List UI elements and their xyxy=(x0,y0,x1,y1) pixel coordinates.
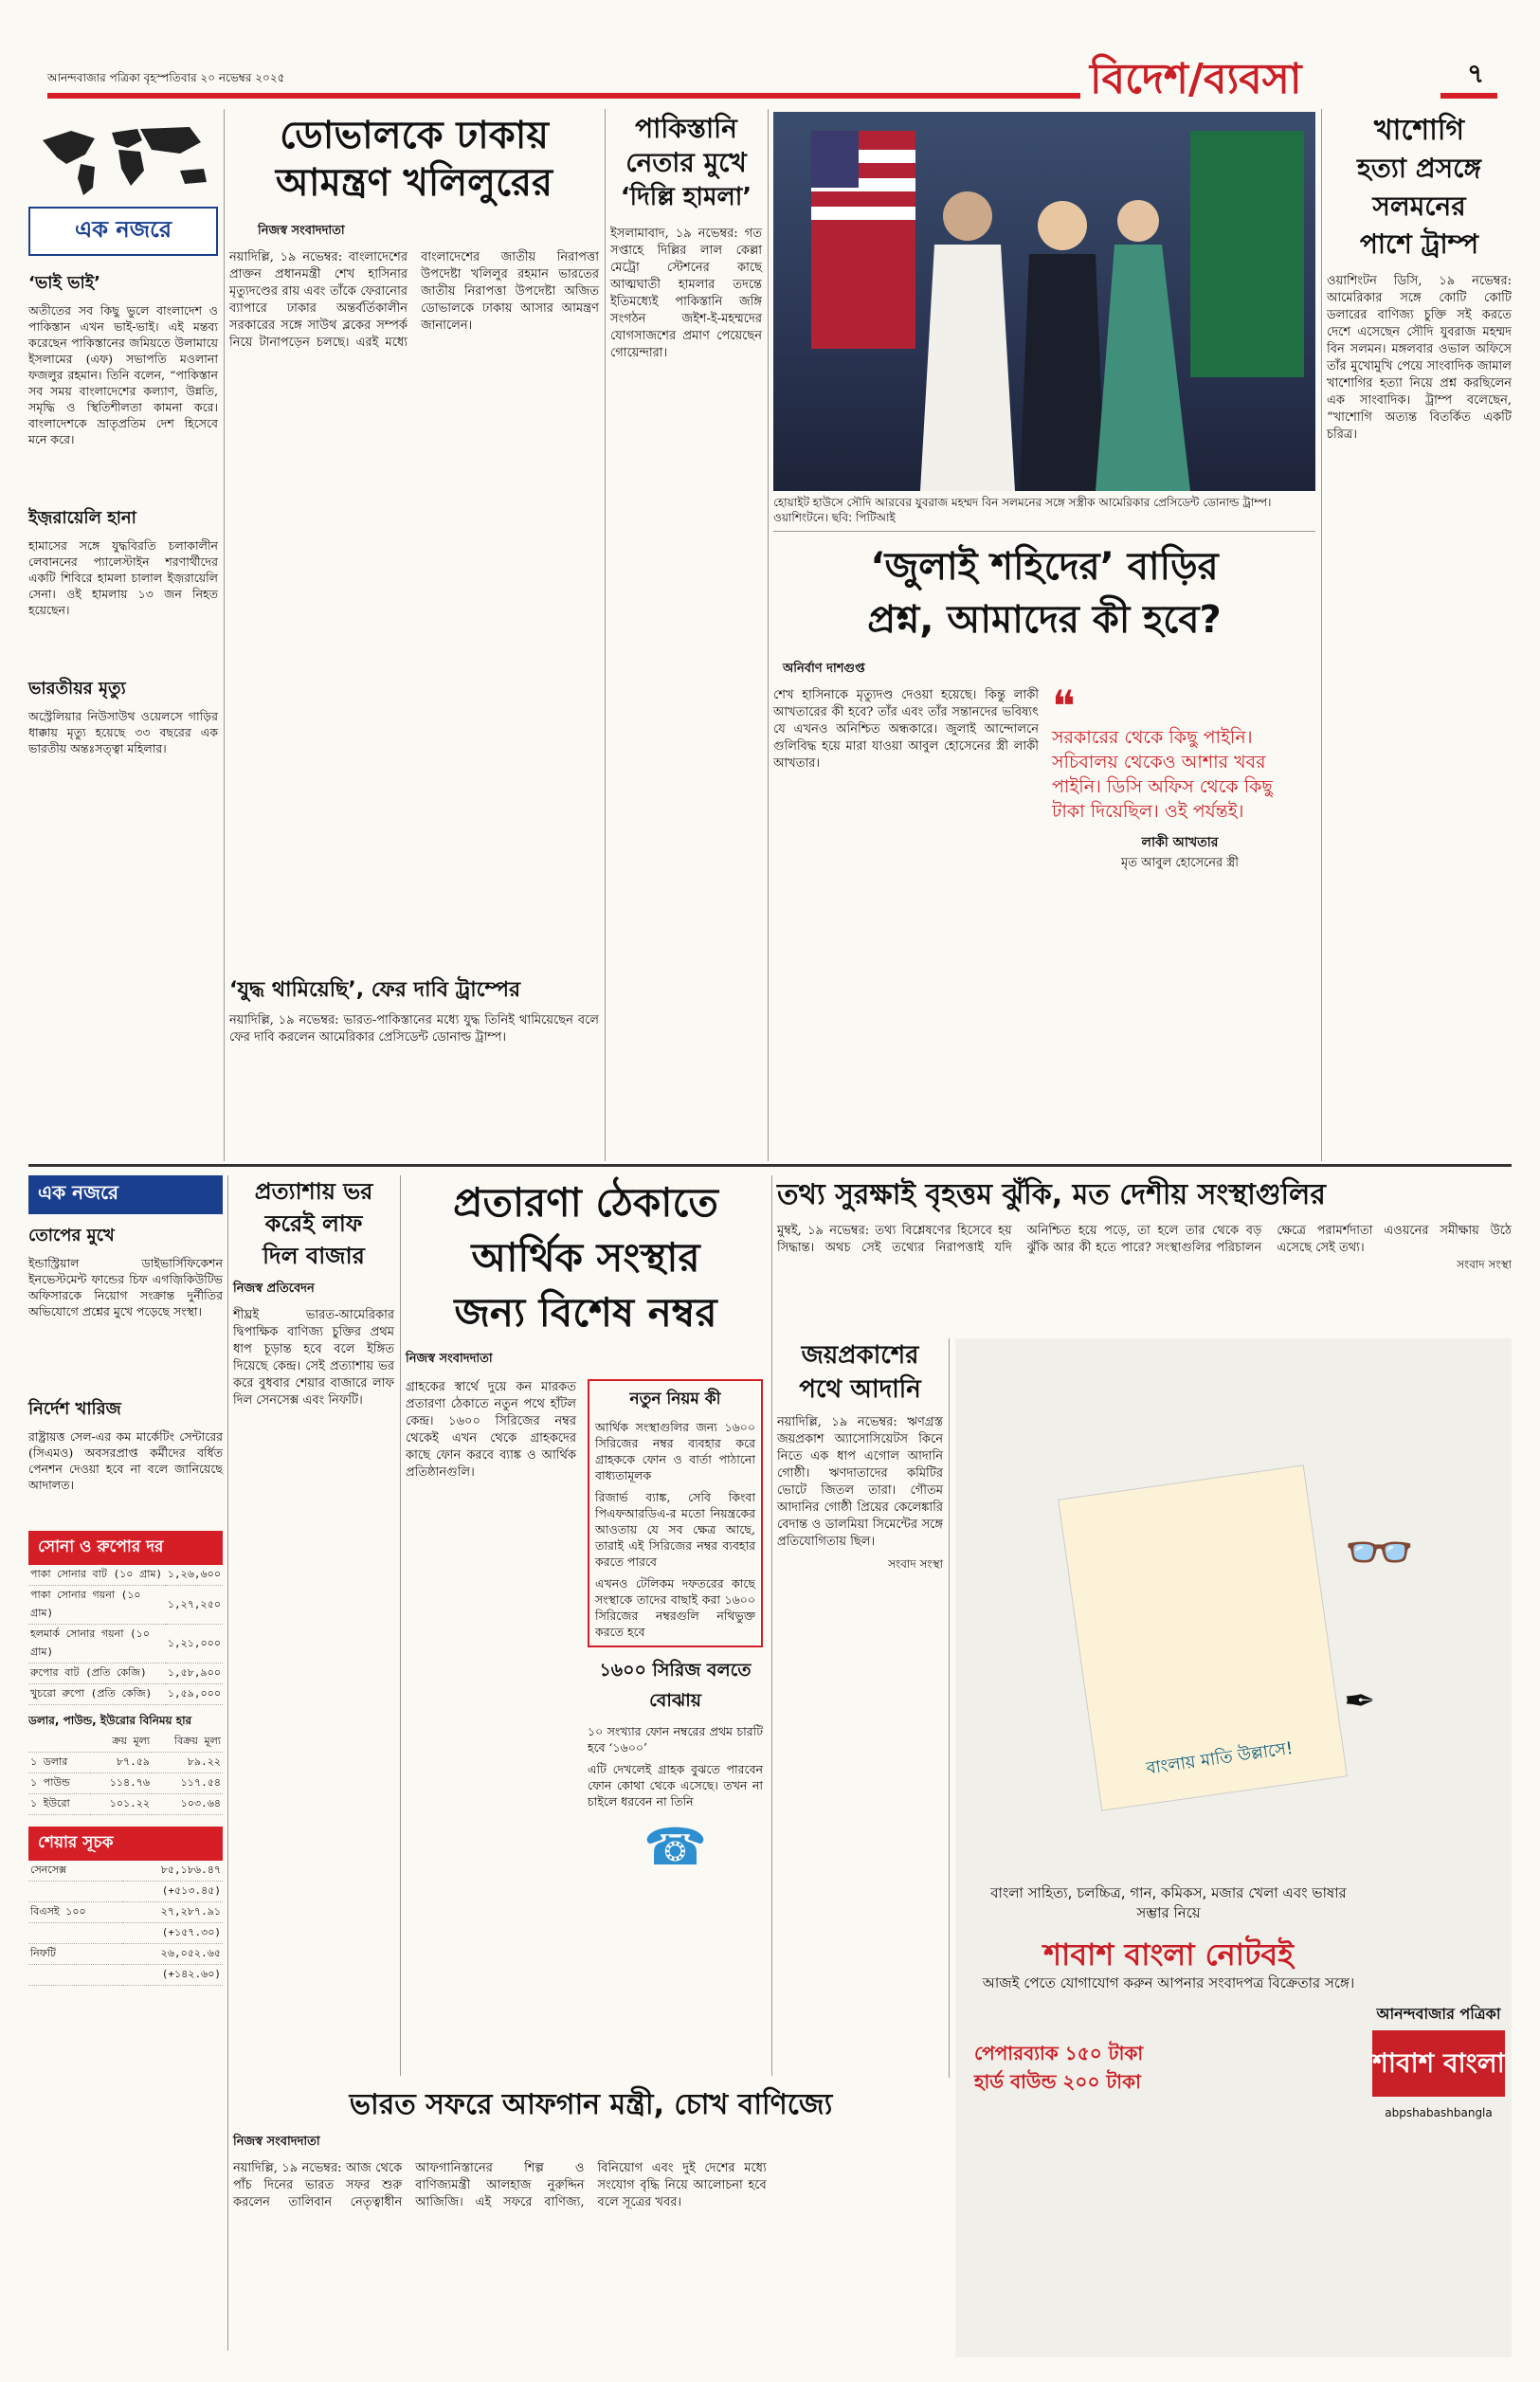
box-item: ১০ সংখ্যার ফোন নম্বরের প্রথম চারটি হবে ‘১৬০০’ xyxy=(588,1724,763,1755)
glasses-icon: 👓 xyxy=(1344,1519,1415,1586)
page-divider xyxy=(28,1164,1512,1167)
ad-price-2: হার্ড বাউন্ড ২০০ টাকা xyxy=(974,2070,1141,2093)
rules-box xyxy=(588,1379,763,1647)
side-item-head: ভারতীয়র মৃত্যু xyxy=(28,679,126,699)
article-trump-war xyxy=(229,976,599,1156)
headline: ‘জুলাই শহিদের’ বাড়ির xyxy=(870,545,1219,589)
credit: সংবাদ সংস্থা xyxy=(888,1557,943,1571)
world-map-icon xyxy=(28,112,218,202)
masthead-rule-right xyxy=(1440,93,1497,99)
side-item-head: তোপের মুখে xyxy=(28,1226,115,1246)
table-cell: ১ পাউন্ড xyxy=(28,1773,90,1794)
phone-icon: ☎ xyxy=(643,1817,708,1877)
share-title: শেয়ার সূচক xyxy=(28,1827,223,1861)
article-body: ওয়াশিংটন ডিসি, ১৯ নভেম্বর: আমেরিকার সঙ্গে কোটি কোটি ডলারের বাণিজ্য চুক্তি সই করতে দেশে এসেছেন সৌদি যুবরাজ মহম্মদ বিন সলমন। মঙ্গলবার ওভাল অফিসে তাঁর মুখোমুখি পেয়ে সাংবাদিক জামাল খাশোগির হত্যা নিয়ে প্রশ্ন করছিলেন এক সাংবাদিক। ট্রাম্প বলেছেন, “খাশোগি অত্যন্ত বিতর্কিত একটি চরিত্র। xyxy=(1327,274,1512,442)
column-rule xyxy=(224,109,225,1161)
side-item-head: ইজ়রায়েলি হানা xyxy=(28,508,136,528)
headline: আর্থিক সংস্থার xyxy=(471,1234,700,1281)
table-row xyxy=(28,1882,223,1902)
article-data xyxy=(777,1175,1512,1327)
article-body: নয়াদিল্লি, ১৯ নভেম্বর: বাংলাদেশের প্রাক্তন প্রধানমন্ত্রী শেখ হাসিনার মৃত্যুদণ্ডের রায় এবং তাঁকে ফেরানোর ব্যাপারে ঢাকার অন্তর্বর্তিকালীন সরকারের সঙ্গে সাউথ ব্লকের সম্পর্ক নিয়ে টানাপড়েন চলছে। এরই মধ্যে বাংলাদেশের জাতীয় নিরাপত্তা উপদেষ্টা খলিলুর রহমান ভারতের জাতীয় নিরাপত্তা উপদেষ্টা অজিত ডোভালকে ঢাকায় আসার আমন্ত্রণ জানালেন। xyxy=(229,250,599,350)
info-box xyxy=(588,1379,763,1877)
box-item: এটি দেখলেই গ্রাহক বুঝতে পারবেন ফোন কোথা থেকে এসেছে। তখন না চাইলে ধরবেন না তিনি xyxy=(588,1762,763,1809)
ek-nojore-label: এক নজরে xyxy=(28,207,218,256)
article-body: গ্রাহকের স্বার্থে দুয়ে কন মারকত প্রতারণা ঠেকাতে নতুন পথে হাঁটল কেন্দ্র। ১৬০০ সিরিজের নম্বর থেকেই এখন থেকে গ্রাহকদের কাছে ফোন করবে ব্যাঙ্ক ও আর্থিক প্রতিষ্ঠানগুলি। xyxy=(406,1380,576,1480)
headline: দিল বাজার xyxy=(263,1243,365,1269)
table-cell: ৮৫,১৮৬.৪৭ xyxy=(122,1861,223,1882)
byline: নিজস্ব সংবাদদাতা xyxy=(233,2135,320,2149)
article-jp xyxy=(777,1338,943,2078)
ek-nojore-bottom xyxy=(28,1175,223,2351)
table-cell: ১,২৬,৬০০ xyxy=(166,1565,223,1586)
column-rule xyxy=(768,109,769,1161)
table-cell: (+৫১৩.৪৫) xyxy=(122,1882,223,1902)
table-row xyxy=(28,1565,223,1586)
table-cell: হলমার্ক সোনার গয়না (১০ গ্রাম) xyxy=(28,1625,166,1664)
masthead xyxy=(0,0,1540,103)
table-row xyxy=(28,1923,223,1944)
table-cell: ক্রয় মূল্য xyxy=(90,1732,152,1753)
headline: করেই লাফ xyxy=(264,1210,363,1237)
ek-nojore-top xyxy=(28,112,218,1164)
ad-social: abpshabashbangla xyxy=(1385,2106,1493,2119)
advertisement[interactable] xyxy=(955,1338,1512,2357)
table-row xyxy=(28,1773,223,1794)
ad-cta: আজই পেতে যোগাযোগ করুন আপনার সংবাদপত্র বিক্রেতার সঙ্গে। xyxy=(982,1974,1355,1991)
table-cell: খুচরো রুপো (প্রতি কেজি) xyxy=(28,1684,166,1705)
box2-title: ১৬০০ সিরিজ বলতে বোঝায় xyxy=(599,1660,752,1711)
article-market xyxy=(233,1175,394,2076)
article-body: নয়াদিল্লি, ১৯ নভেম্বর: ভারত-পাকিস্তানের মধ্যে যুদ্ধ তিনিই থামিয়েছেন বলে ফের দাবি করলেন আমেরিকার প্রেসিডেন্ট ডোনাল্ড ট্রাম্প। xyxy=(229,1013,599,1045)
table-cell: বিক্রয় মূল্য xyxy=(152,1732,223,1753)
article-body: শেখ হাসিনাকে মৃত্যুদণ্ড দেওয়া হয়েছে। কিন্তু লাকী আখতারের কী হবে? তাঁর এবং তাঁর সন্তানদের ভবিষ্যৎ যে এখনও অনিশ্চিত অন্ধকারে। জুলাই আন্দোলনে গুলিবিদ্ধ হয়ে মারা যাওয়া আবুল হোসেনের স্ত্রী লাকী আখতার। xyxy=(773,688,1039,771)
headline: সলমনের xyxy=(1372,191,1466,222)
quote-role: মৃত আবুল হোসেনের স্ত্রী xyxy=(1121,856,1239,870)
article-body: নয়াদিল্লি, ১৯ নভেম্বর: ঋণগ্রস্ত জয়প্রকাশ অ্যাসোসিয়েটস কিনে নিতে এক ধাপ এগোল আদানি গোষ্ঠী। ঋণদাতাদের কমিটির ভোটে জিতল তারা। গৌতম আদানির গোষ্ঠী প্রিয়ের কেলেঙ্কারি বেদান্ত ও ডালমিয়া সিমেন্টের সঙ্গে প্রতিযোগিতায় ছিল। xyxy=(777,1415,943,1549)
table-cell: বিএসই ১০০ xyxy=(28,1902,122,1923)
table-cell: ২৬,০৫২.৬৫ xyxy=(122,1944,223,1965)
ad-tagline: বাংলা সাহিত্য, চলচ্চিত্র, গান, কমিকস, মজার খেলা এবং ভাষার সম্ভার নিয়ে xyxy=(990,1884,1347,1921)
table-cell: ১০৩.৬৪ xyxy=(152,1794,223,1815)
box-item: এখনও টেলিকম দফতরের কাছে সংস্থাকে তাদের বাছাই করা ১৬০০ সিরিজের নম্বরগুলি নথিভুক্ত করতে হবে xyxy=(595,1576,755,1639)
headline: পাকিস্তানি xyxy=(635,113,737,144)
bullion-table xyxy=(28,1565,223,1705)
page-number: ৭ xyxy=(1467,58,1485,89)
headline: খাশোগি xyxy=(1373,114,1465,147)
headline: তথ্য সুরক্ষাই বৃহত্তম ঝুঁকি, মত দেশীয় সংস্থাগুলির xyxy=(777,1178,1326,1211)
masthead-rule xyxy=(47,93,1080,99)
table-cell: সেনসেক্স xyxy=(28,1861,122,1882)
column-rule xyxy=(400,1175,401,2076)
bullion-title: সোনা ও রুপোর দর xyxy=(28,1531,223,1565)
ek-nojore-label: এক নজরে xyxy=(28,1175,223,1214)
table-row xyxy=(28,1861,223,1882)
pull-quote xyxy=(1052,681,1308,874)
side-item-text: অতীতের সব কিছু ভুলে বাংলাদেশ ও পাকিস্তান এখন ভাই-ভাই। এই মন্তব্য করেছেন পাকিস্তানের জমিয়তে উলামায়ে ইসলামের (এফ) সভাপতি মওলানা ফজলুর রহমান। তিনি বলেন, “পাকিস্তান সব সময় বাংলাদেশের কল্যাণ, উন্নতি, সমৃদ্ধি ও স্থিতিশীলতা কামনা করে। বাংলাদেশকে ভ্রাতৃপ্রতিম দেশ হিসেবে মনে করে। xyxy=(28,303,218,446)
table-cell: (+১৫৭.৩০) xyxy=(122,1923,223,1944)
table-cell: ১ ডলার xyxy=(28,1753,90,1773)
credit: সংবাদ সংস্থা xyxy=(1457,1258,1512,1271)
box-item: রিজার্ভ ব্যাঙ্ক, সেবি কিংবা পিএফআরডিএ-র মতো নিয়ন্ত্রকের আওতায় যে সব ক্ষেত্র আছে, তারাই এই সিরিজের নম্বর ব্যবহার করতে পারবে xyxy=(595,1490,755,1569)
headline: জন্য বিশেষ নম্বর xyxy=(454,1289,717,1336)
side-item-text: রাষ্ট্রায়ত্ত সেল-এর কম মার্কেটিং সেন্টারের (সিএমও) অবসরপ্রাপ্ত কর্মীদের বর্ধিত পেনশন দেওয়া হবে না বলে জানিয়েছে আদালত। xyxy=(28,1429,223,1492)
byline: নিজস্ব প্রতিবেদন xyxy=(233,1282,315,1296)
headline: ডোভালকে ঢাকায় xyxy=(280,114,549,157)
box-item: আর্থিক সংস্থাগুলির জন্য ১৬০০ সিরিজের নম্বর ব্যবহার করে গ্রাহককে ফোন ও বার্তা পাঠানো বাধ্যতামূলক xyxy=(595,1420,755,1482)
article-doval xyxy=(229,112,599,965)
quote-icon: ❝ xyxy=(1052,681,1076,732)
photo-rule xyxy=(773,531,1315,532)
headline: ‘দিল্লি হামলা’ xyxy=(620,183,752,211)
headline: জয়প্রকাশের xyxy=(801,1341,919,1370)
ad-price-1: পেপারব্যাক ১৫০ টাকা xyxy=(974,2042,1144,2064)
side-item-head: ‘ভাই ভাই’ xyxy=(28,273,100,293)
table-cell: ১০১.২২ xyxy=(90,1794,152,1815)
table-cell: ১,২১,০০০ xyxy=(166,1625,223,1664)
table-row xyxy=(28,1902,223,1923)
table-cell: পাকা সোনার গয়না (১০ গ্রাম) xyxy=(28,1586,166,1625)
table-row xyxy=(28,1794,223,1815)
table-cell: ১,৫৮,৯০০ xyxy=(166,1664,223,1684)
table-cell: রুপোর বাট (প্রতি কেজি) xyxy=(28,1664,166,1684)
column-rule xyxy=(605,109,606,1161)
table-cell: ২৭,২৮৭.৯১ xyxy=(122,1902,223,1923)
table-cell: ১১৪.৭৬ xyxy=(90,1773,152,1794)
table-row xyxy=(28,1625,223,1664)
photo-illustration xyxy=(773,112,1315,491)
table-cell: (+১৪২.৬০) xyxy=(122,1965,223,1986)
quote-author: লাকী আখতার xyxy=(1141,835,1219,850)
headline: পাশে ট্রাম্প xyxy=(1359,228,1479,260)
article-pak xyxy=(610,112,762,1155)
headline: পথে আদানি xyxy=(799,1375,921,1404)
sub-headline: ‘যুদ্ধ থামিয়েছি’, ফের দাবি ট্রাম্পের xyxy=(229,978,521,1002)
headline: নেতার মুখে xyxy=(625,147,747,178)
table-cell: নিফটি xyxy=(28,1944,122,1965)
headline: আমন্ত্রণ খলিলুরের xyxy=(275,161,553,205)
headline: ভারত সফরে আফগান মন্ত্রী, চোখ বাণিজ্যে xyxy=(349,2088,833,2121)
side-item-head: নির্দেশ খারিজ xyxy=(28,1399,121,1419)
article-body: শীঘ্রই ভারত-আমেরিকার দ্বিপাক্ষিক বাণিজ্য চুক্তির প্রথম ধাপ চূড়ান্ত হবে বলে ইঙ্গিত দিয়েছে কেন্দ্র। সেই প্রত্যাশায় ভর করে বুধবার শেয়ার বাজারে লাফ দিল সেনসেক্স এবং নিফটি। xyxy=(233,1308,394,1408)
table-cell: ১,২৭,২৫০ xyxy=(166,1586,223,1625)
ad-brand: শাবাশ বাংলা নোটবই xyxy=(1043,1937,1294,1973)
table-row xyxy=(28,1753,223,1773)
currency-table xyxy=(28,1732,223,1815)
ad-book xyxy=(1058,1464,1348,1810)
article-body: নয়াদিল্লি, ১৯ নভেম্বর: আজ থেকে পাঁচ দিনের ভারত সফর শুরু করলেন তালিবান নেতৃত্বাধীন আফগানিস্তানের শিল্প ও বাণিজ্যমন্ত্রী আলহাজ নুরুদ্দিন আজিজি। এই সফরে বাণিজ্য, বিনিয়োগ এবং দুই দেশের মধ্যে সংযোগ বৃদ্ধি নিয়ে আলোচনা হবে বলে সূত্রের খবর। xyxy=(233,2161,767,2209)
column-rule xyxy=(1321,109,1322,1161)
article-fraud xyxy=(406,1175,766,2076)
currency-title: ডলার, পাউন্ড, ইউরোর বিনিময় হার xyxy=(28,1714,192,1727)
photo-caption: হোয়াইট হাউসে সৌদি আরবের যুবরাজ মহম্মদ বিন সলমনের সঙ্গে সস্ত্রীক আমেরিকার প্রেসিডেন্ট ডোনাল্ড ট্রাম্প। ওয়াশিংটনে। ছবি: পিটিআই xyxy=(773,496,1272,524)
table-cell: ১ ইউরো xyxy=(28,1794,90,1815)
article-july xyxy=(773,540,1315,1156)
headline: প্রত্যাশায় ভর xyxy=(254,1178,373,1205)
article-body: ইসলামাবাদ, ১৯ নভেম্বর: গত সপ্তাহে দিল্লির লাল কেল্লা মেট্রো স্টেশনের কাছে আত্মঘাতী হামলার তদন্তে ইতিমধ্যেই পাকিস্তানি জঙ্গি সংগঠন জইশ-ই-মহম্মদের যোগসাজশের প্রমাণ পেয়েছেন গোয়েন্দারা। xyxy=(610,227,762,360)
pen-icon: ✒ xyxy=(1344,1680,1376,1723)
table-cell: ১১৭.৫৪ xyxy=(152,1773,223,1794)
ad-publisher: আনন্দবাজার পত্রিকা xyxy=(1376,2005,1501,2023)
table-header xyxy=(28,1732,223,1753)
paper-dateline: আনন্দবাজার পত্রিকা বৃহস্পতিবার ২০ নভেম্বর ২০২৫ xyxy=(47,71,285,84)
table-row xyxy=(28,1965,223,1986)
book-title: বাংলায় মাতি উল্লাসে! xyxy=(1145,1738,1295,1779)
byline: নিজস্ব সংবাদদাতা xyxy=(406,1352,493,1366)
article-afghan xyxy=(233,2085,949,2360)
article-khashoggi xyxy=(1327,112,1512,1155)
table-row xyxy=(28,1664,223,1684)
byline: নিজস্ব সংবাদদাতা xyxy=(258,224,345,238)
column-rule xyxy=(771,1175,772,2076)
headline: প্রতারণা ঠেকাতে xyxy=(453,1179,718,1226)
side-item-text: ইন্ডাস্ট্রিয়াল ডাইভার্সিফিকেশন ইনভেস্টমেন্ট ফান্ডের চিফ এগজ়িকিউটিভ অফিসারকে নিয়োগ সংক্রান্ত দুর্নীতির অভিযোগে প্রশ্নের মুখে পড়েছে সংস্থা। xyxy=(28,1256,223,1318)
ad-logo: শাবাশ বাংলা xyxy=(1372,2030,1505,2097)
world-map-graphic xyxy=(28,112,218,207)
table-cell: ১,৫৯,০০০ xyxy=(166,1684,223,1705)
table-cell: ৮৯.২২ xyxy=(152,1753,223,1773)
table-cell: ৮৭.৫৯ xyxy=(90,1753,152,1773)
column-rule xyxy=(227,1175,228,2351)
column-rule xyxy=(949,1338,950,2078)
side-item-text: হামাসের সঙ্গে যুদ্ধবিরতি চলাকালীন লেবাননের প্যালেস্টাইন শরণার্থীদের একটি শিবিরে হামলা চালাল ইজ়রায়েলি সেনা। ওই হামলায় ১৩ জন নিহত হয়েছেন। xyxy=(28,538,218,617)
news-photo xyxy=(773,112,1315,491)
byline: অনির্বাণ দাশগুপ্ত xyxy=(783,662,865,676)
table-row xyxy=(28,1586,223,1625)
share-table xyxy=(28,1861,223,1986)
side-item-text: অস্ট্রেলিয়ার নিউসাউথ ওয়েলসে গাড়ির ধাক্কায় মৃত্যু হয়েছে ৩৩ বছরের এক ভারতীয় অন্তঃসত্ত্বা মহিলার। xyxy=(28,709,218,755)
table-cell: পাকা সোনার বাট (১০ গ্রাম) xyxy=(28,1565,166,1586)
table-row xyxy=(28,1944,223,1965)
quote-text: সরকারের থেকে কিছু পাইনি। সচিবালয় থেকেও আশার খবর পাইনি। ডিসি অফিস থেকে কিছু টাকা দিয়েছিল। ওই পর্যন্তই। xyxy=(1052,727,1273,822)
box-title: নতুন নিয়ম কী xyxy=(629,1390,721,1409)
article-body: মুম্বই, ১৯ নভেম্বর: তথ্য বিশ্লেষণের হিসেবে হয় সিদ্ধান্ত। অথচ সেই তথ্যের নিরাপত্তাই যদি অনিশ্চিত হয়ে পড়ে, তা হলে তার থেকে বড় ঝুঁকি আর কী হতে পারে? সংস্থাগুলির পরিচালন ক্ষেত্রে পরামর্শদাতা এওয়নের সমীক্ষায় উঠে এসেছে সেই তথ্য। xyxy=(777,1224,1512,1255)
headline: হত্যা প্রসঙ্গে xyxy=(1357,153,1481,184)
headline: প্রশ্ন, আমাদের কী হবে? xyxy=(867,598,1222,642)
table-row xyxy=(28,1684,223,1705)
section-title: বিদেশ/ব্যবসা xyxy=(1090,55,1302,103)
